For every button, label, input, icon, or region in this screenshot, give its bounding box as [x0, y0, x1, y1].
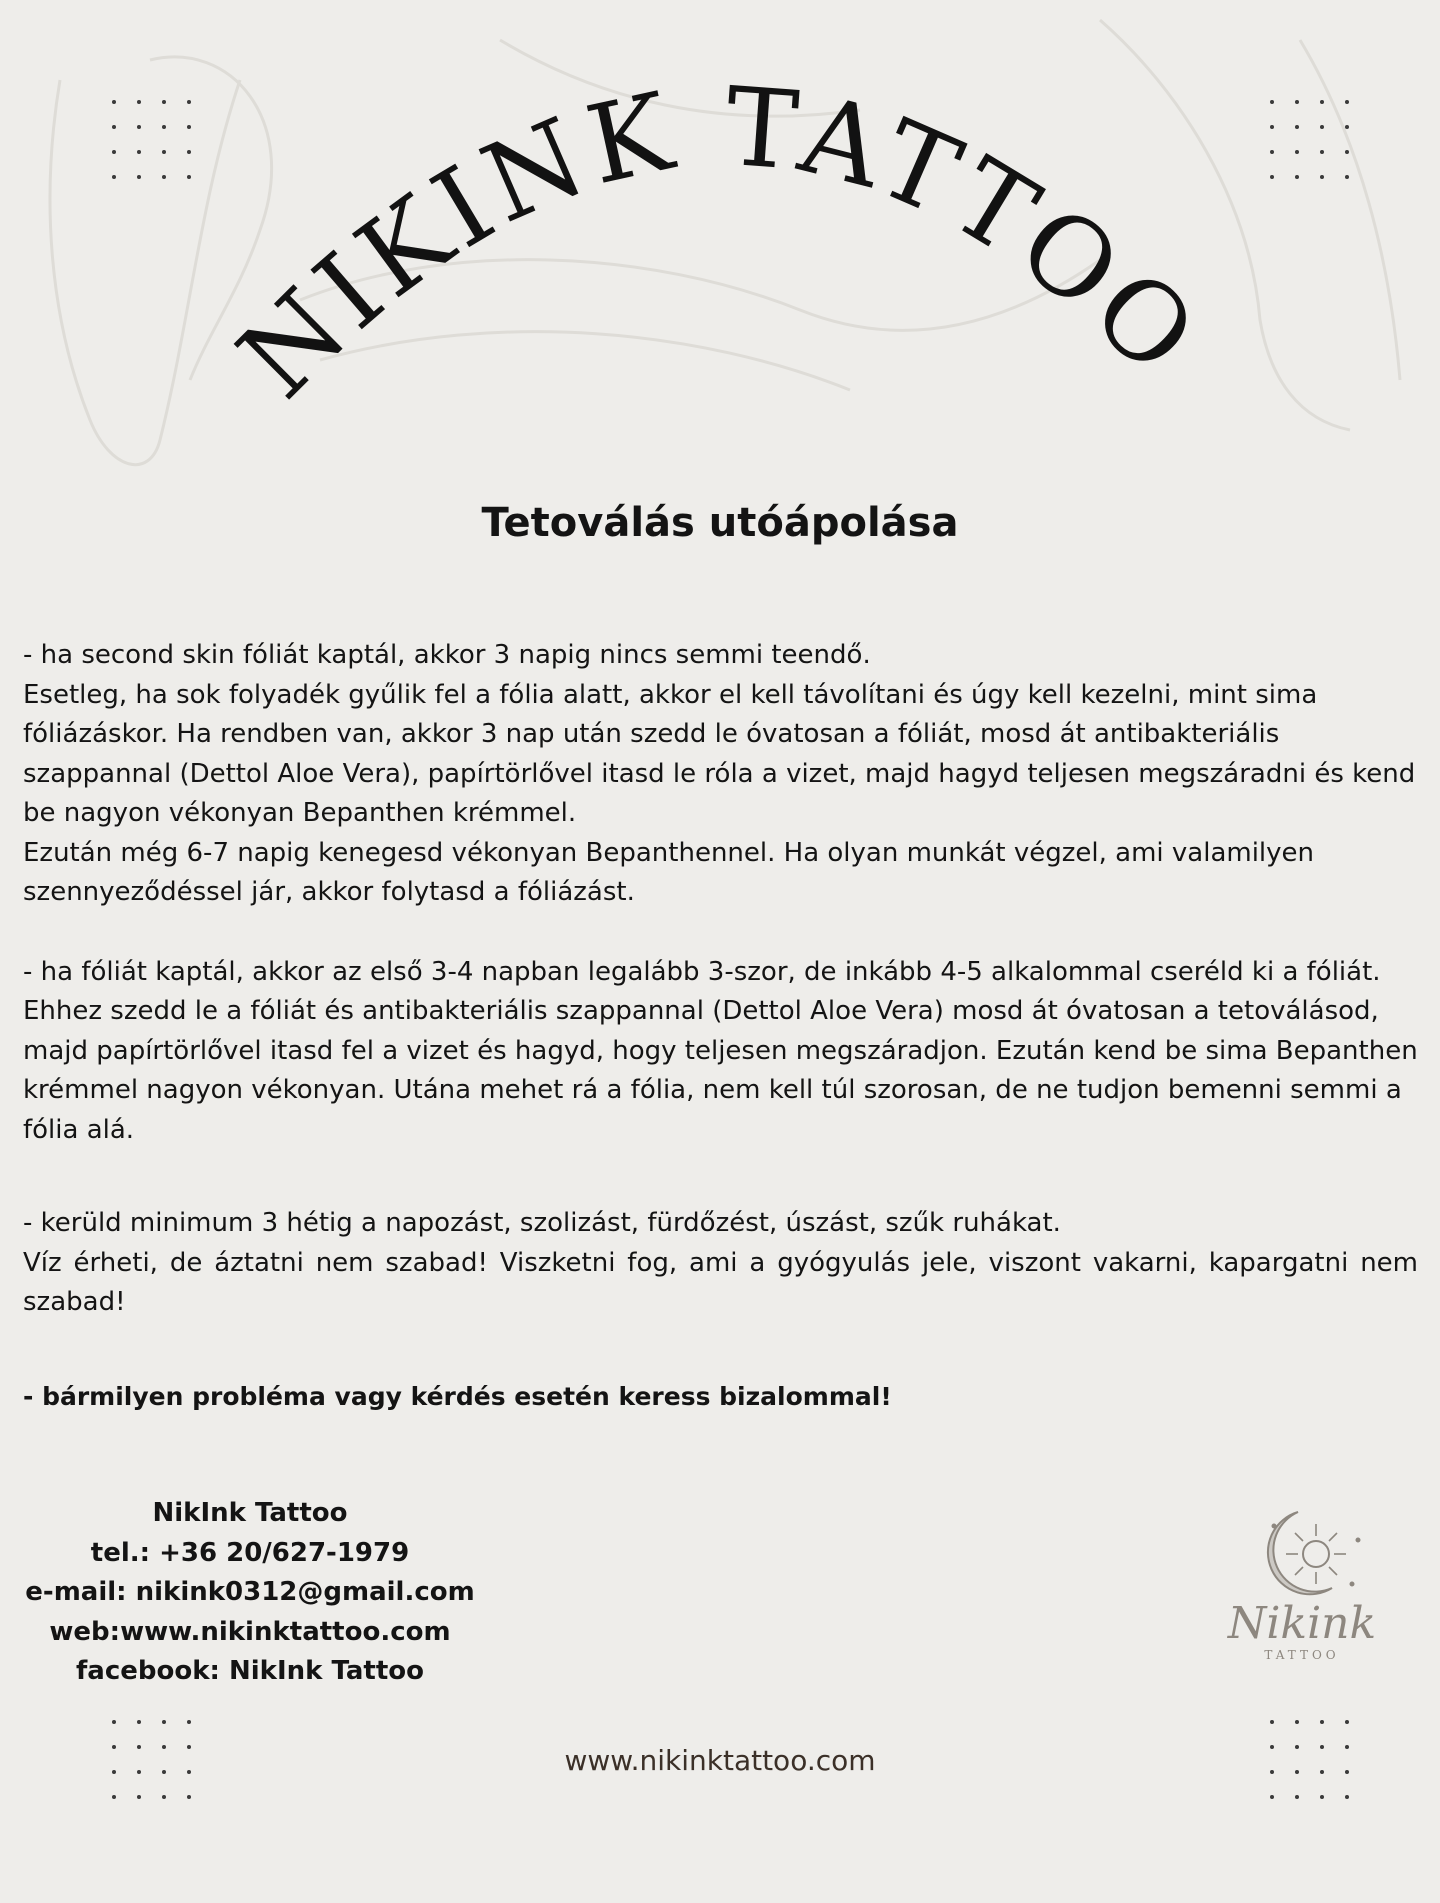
paragraph-second-skin-details: Esetleg, ha sok folyadék gyűlik fel a fólia alatt, akkor el kell távolítani és úgy kell kezelni, mint sima fóliázáskor. Ha rendben van, akkor 3 nap után szedd le óvatosan a fóliát, mosd át antibakteriális szappannal (Dettol Aloe Vera), papírtörlővel itasd le róla a vizet, majd hagyd teljesen megszáradni és kend be nagyon vékonyan Bepanthen krémmel. [23, 679, 1416, 828]
paragraph-water-itching: Víz érheti, de áztatni nem szabad! Viszketni fog, ami a gyógyulás jele, viszont vakarni, kapargatni nem szabad! [23, 1247, 1418, 1317]
paragraph-second-skin-intro: - ha second skin fóliát kaptál, akkor 3 napig nincs semmi teendő. [23, 640, 871, 670]
footer-website-url[interactable]: www.nikinktattoo.com [564, 1744, 876, 1777]
contact-email: e-mail: nikink0312@gmail.com [25, 1577, 475, 1607]
arched-brand-title [0, 0, 1440, 470]
contact-facebook: facebook: NikInk Tattoo [76, 1656, 424, 1686]
aftercare-instructions [23, 636, 1418, 1416]
paragraph-avoid-list: - kerüld minimum 3 hétig a napozást, szolizást, fürdőzést, úszást, szűk ruhákat. [23, 1208, 1061, 1238]
contact-web: web:www.nikinktattoo.com [49, 1616, 451, 1647]
logo-sub-text: TATTOO [1264, 1648, 1340, 1662]
arched-title-text: NIKINK TATTOO [215, 64, 1223, 422]
contact-name: NikInk Tattoo [152, 1498, 348, 1528]
contact-phone: tel.: +36 20/627-1979 [90, 1537, 410, 1568]
paragraph-foil-care: - ha fóliát kaptál, akkor az első 3-4 napban legalább 3-szor, de inkább 4-5 alkalommal cseréld ki a fóliát. Ehhez szedd le a fóliát és antibakteriális szappannal (Dettol Aloe Vera) mosd át óvatosan a tetoválásod, majd papírtörlővel itasd fel a vizet és hagyd, hogy teljesen megszáradjon. Ezután kend be sima Bepanthen krémmel nagyon vékonyan. Utána mehet rá a fólia, nem kell túl szorosan, de ne tudjon bemenni semmi a fólia alá. [23, 956, 1418, 1145]
contact-block [10, 1494, 490, 1692]
svg-text:NIKINK TATTOO [216, 65, 1223, 422]
logo-script-text: Nikink [1227, 1598, 1377, 1649]
page-title: Tetoválás utóápolása [481, 500, 959, 546]
paragraph-second-skin-followup: Ezután még 6-7 napig kenegesd vékonyan Bepanthennel. Ha olyan munkát végzel, ami valamilyen szennyeződéssel jár, akkor folytasd a fóliázást. [23, 837, 1315, 907]
paragraph-contact-prompt: - bármilyen probléma vagy kérdés esetén keress bizalommal! [23, 1381, 892, 1411]
